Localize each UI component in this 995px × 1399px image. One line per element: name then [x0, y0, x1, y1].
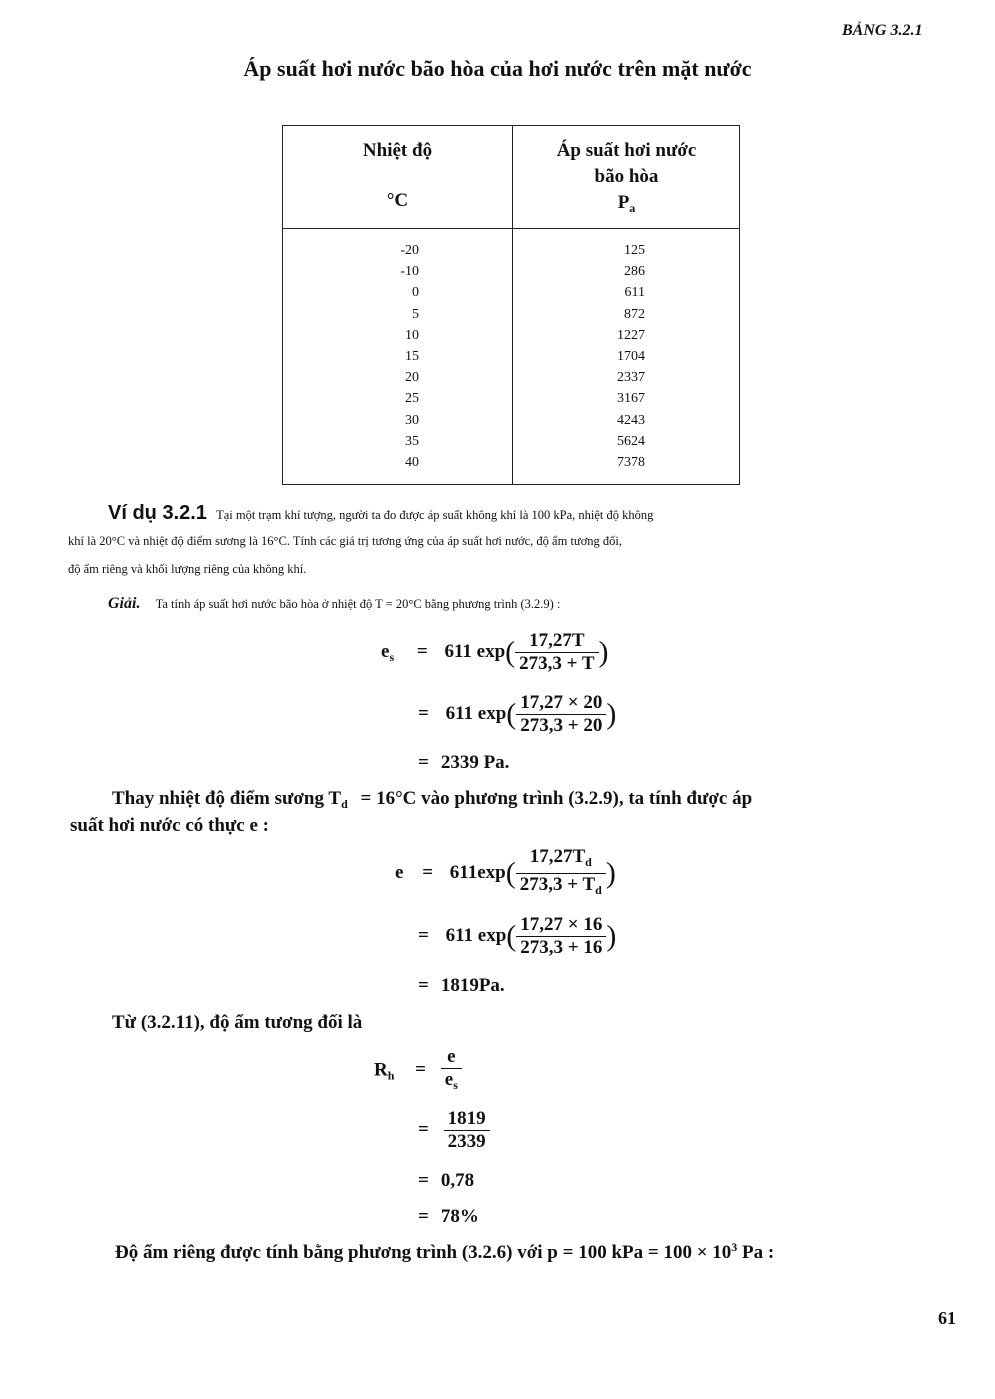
- equation-es-result: = 2339 Pa.: [418, 752, 510, 773]
- table-cell-temperature: 40: [405, 455, 419, 471]
- table-header-temperature: Nhiệt độ °C: [362, 140, 433, 211]
- example-line-3: độ ẩm riêng và khối lượng riêng của không khí.: [68, 562, 307, 576]
- table-cell-temperature: 30: [405, 412, 419, 428]
- equation-e-line-1: e = 611exp( $\frac{17,27T_d}{273,3 + T_d}$ ): [395, 846, 616, 901]
- temperature-column: [379, 240, 419, 473]
- table-cell-pressure: 286: [624, 264, 645, 280]
- example-line-1: Ví dụ 3.2.1 Tại một trạm khí tượng, người ta đo được áp suất không khí là 100 kPa, nhiệt độ không: [108, 502, 654, 524]
- equation-es-line-1: $e_s = 611$ exp( $\frac{17,27T}{273,3 + T}$ ): [381, 630, 609, 674]
- table-cell-pressure: 7378: [617, 455, 645, 471]
- table-label: BẢNG 3.2.1: [842, 22, 923, 39]
- equation-rh-result-1: = 0,78: [418, 1170, 475, 1191]
- table-cell-pressure: 125: [624, 243, 645, 258]
- table-cell-temperature: 0: [412, 285, 419, 301]
- table-cell-temperature: 5: [412, 306, 419, 322]
- equation-e-result: = 1819Pa.: [418, 975, 505, 996]
- paragraph-relative-humidity: Từ (3.2.11), độ ẩm tương đối là: [112, 1012, 363, 1033]
- table-cell-temperature: 35: [405, 433, 419, 449]
- fraction: $\frac{17,27 \times 20}{273,3 + 20}$: [516, 692, 606, 737]
- paragraph-dewpoint-line-2: suất hơi nước có thực e :: [70, 815, 269, 836]
- table-header-pressure: Áp suất hơi nước bão hòa $P_a$: [556, 140, 697, 215]
- table-cell-pressure: 3167: [617, 391, 645, 407]
- table-cell-pressure: 872: [624, 306, 645, 322]
- table-cell-pressure: 611: [624, 285, 645, 301]
- table-cell-pressure: 1704: [617, 349, 645, 365]
- paragraph-specific-humidity: Độ ẩm riêng được tính bằng phương trình (3.2.6) với p = 100 kPa = $100 \times 10^3$ Pa :: [115, 1240, 775, 1263]
- solution-line: Giải. Ta tính áp suất hơi nước bão hòa ở nhiệt độ T = 20°C bằng phương trình (3.2.9) :: [108, 595, 561, 612]
- paragraph-dewpoint-line-1: Thay nhiệt độ điểm sương $T_d = 16^\circ C$ vào phương trình (3.2.9), ta tính được áp: [112, 788, 753, 811]
- table-cell-temperature: -10: [400, 264, 419, 280]
- fraction: $\frac{17,27T}{273,3 + T}$: [515, 630, 598, 675]
- fraction: $\frac{17,27 \times 16}{273,3 + 16}$: [516, 914, 606, 959]
- table-cell-temperature: 20: [405, 370, 419, 386]
- page-title: Áp suất hơi nước bão hòa của hơi nước trên mặt nước: [243, 56, 752, 81]
- pressure-column: [603, 240, 645, 473]
- table-cell-pressure: 2337: [617, 370, 645, 386]
- equation-rh-result-2: = 78%: [418, 1206, 479, 1227]
- equation-es-line-2: = 611 exp( $\frac{17,27 \times 20}{273,3 + 20}$ ): [418, 692, 617, 736]
- table-cell-pressure: 4243: [617, 412, 645, 428]
- table-cell-temperature: 25: [405, 391, 419, 407]
- table-cell-temperature: 15: [405, 349, 419, 365]
- table-cell-temperature: 10: [405, 327, 419, 343]
- table-header-divider: [283, 228, 739, 229]
- fraction: $\frac{17,27T_d}{273,3 + T_d}$: [516, 846, 606, 901]
- page-number: 61: [938, 1308, 956, 1328]
- equation-e-line-2: = 611 exp( $\frac{17,27 \times 16}{273,3 + 16}$ ): [418, 914, 617, 958]
- equation-rh-line-1: $R_h$ = $\frac{e}{e_s}$: [374, 1046, 462, 1096]
- equation-rh-line-2: = $\frac{1819}{2339}$: [418, 1108, 490, 1153]
- table-cell-temperature: -20: [400, 243, 419, 258]
- example-line-2: khí là 20°C và nhiệt độ điểm sương là 16°C. Tính các giá trị tương ứng của áp suất hơi nước, độ ẩm tương đối,: [68, 534, 623, 548]
- table-cell-pressure: 1227: [617, 327, 645, 343]
- fraction: $\frac{1819}{2339}$: [444, 1108, 490, 1153]
- pressure-table: [282, 125, 740, 485]
- table-cell-pressure: 5624: [617, 433, 645, 449]
- fraction: $\frac{e}{e_s}$: [441, 1046, 462, 1096]
